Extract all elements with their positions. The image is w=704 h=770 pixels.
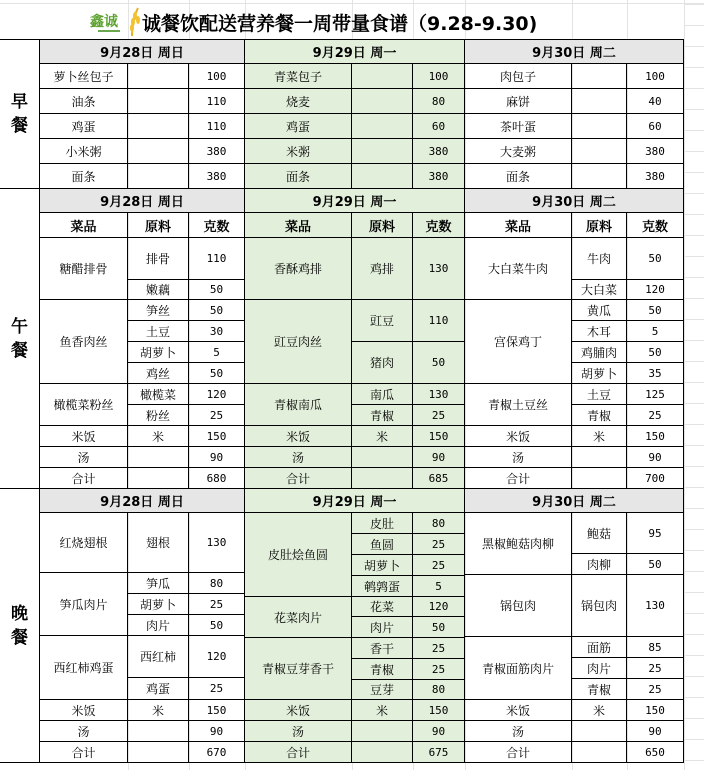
dish-name[interactable]: 笋瓜肉片 xyxy=(40,573,128,636)
gridline xyxy=(684,676,704,677)
total-label[interactable]: 合计 xyxy=(40,742,128,763)
grams[interactable]: 50 xyxy=(189,280,245,300)
dish-name[interactable]: 豇豆肉丝 xyxy=(245,300,352,384)
meal-label-lunch xyxy=(0,189,40,489)
total-label[interactable]: 合计 xyxy=(245,468,352,489)
rice-grams[interactable]: 150 xyxy=(627,700,684,721)
ingredient[interactable]: 牛肉 xyxy=(572,238,627,280)
meal-label-char: 餐 xyxy=(11,116,28,136)
grams[interactable]: 120 xyxy=(413,597,465,617)
ingredient[interactable]: 嫩藕 xyxy=(128,280,189,300)
soup-ingredient[interactable] xyxy=(352,721,413,742)
svg-text:鑫诚: 鑫诚 xyxy=(90,14,118,30)
meal-label-char: 早 xyxy=(11,92,28,112)
breakfast-ingredient[interactable] xyxy=(128,164,189,189)
gridline xyxy=(684,739,704,740)
day-header[interactable]: 9月30日 周二 xyxy=(465,189,684,213)
breakfast-item[interactable]: 米粥 xyxy=(245,139,352,164)
gridline xyxy=(684,613,704,614)
breakfast-grams[interactable]: 80 xyxy=(413,89,465,114)
total-ingredient[interactable] xyxy=(572,742,627,763)
grams[interactable]: 125 xyxy=(627,384,684,405)
ingredient[interactable]: 青椒 xyxy=(572,405,627,426)
gridline xyxy=(684,67,704,68)
ingredient[interactable]: 土豆 xyxy=(572,384,627,405)
grams[interactable]: 25 xyxy=(413,638,465,659)
dish-name[interactable]: 花菜肉片 xyxy=(245,597,352,638)
column-header-dish[interactable]: 菜品 xyxy=(465,213,572,238)
ingredient[interactable]: 鸡蛋 xyxy=(128,678,189,700)
ingredient[interactable]: 锅包肉 xyxy=(572,575,627,637)
soup-ingredient[interactable] xyxy=(572,721,627,742)
gridline xyxy=(684,550,704,551)
soup-grams[interactable]: 90 xyxy=(627,447,684,468)
rice-grams[interactable]: 150 xyxy=(413,700,465,721)
total-label[interactable]: 合计 xyxy=(465,742,572,763)
gridline xyxy=(684,571,704,572)
grams[interactable]: 25 xyxy=(413,405,465,426)
ingredient[interactable]: 面筋 xyxy=(572,637,627,658)
meal-label-char: 晚 xyxy=(11,603,28,624)
dish-name[interactable]: 西红柿鸡蛋 xyxy=(40,636,128,700)
ingredient[interactable]: 鲍菇 xyxy=(572,513,627,554)
rice-label[interactable]: 米饭 xyxy=(40,700,128,721)
grams[interactable]: 50 xyxy=(189,615,245,636)
soup-label[interactable]: 汤 xyxy=(465,721,572,742)
day-header[interactable]: 9月28日 周日 xyxy=(40,189,245,213)
rice-grams[interactable]: 150 xyxy=(189,426,245,447)
soup-ingredient[interactable] xyxy=(572,447,627,468)
day-header[interactable]: 9月28日 周日 xyxy=(40,40,245,64)
total-grams[interactable]: 700 xyxy=(627,468,684,489)
grams[interactable]: 120 xyxy=(189,636,245,678)
breakfast-grams[interactable]: 100 xyxy=(627,64,684,89)
ingredient[interactable]: 青椒 xyxy=(572,679,627,700)
grams[interactable]: 50 xyxy=(627,238,684,280)
gridline xyxy=(684,256,704,257)
ingredient[interactable]: 黄瓜 xyxy=(572,300,627,321)
soup-label[interactable]: 汤 xyxy=(40,721,128,742)
breakfast-ingredient[interactable] xyxy=(572,164,627,189)
grams[interactable]: 130 xyxy=(627,575,684,637)
dish-name[interactable]: 糖醋排骨 xyxy=(40,238,128,300)
grams[interactable]: 50 xyxy=(413,617,465,638)
grams[interactable]: 5 xyxy=(627,321,684,342)
gridline xyxy=(684,655,704,656)
gridline xyxy=(684,214,704,215)
rice-grams[interactable]: 150 xyxy=(413,426,465,447)
gridline xyxy=(684,592,704,593)
breakfast-ingredient[interactable] xyxy=(572,89,627,114)
rice-grams[interactable]: 150 xyxy=(189,700,245,721)
day-header[interactable]: 9月28日 周日 xyxy=(40,489,245,513)
rice-ingredient[interactable]: 米 xyxy=(128,426,189,447)
grams[interactable]: 25 xyxy=(413,534,465,555)
breakfast-ingredient[interactable] xyxy=(352,114,413,139)
gridline xyxy=(684,424,704,425)
grams[interactable]: 25 xyxy=(627,405,684,426)
grams[interactable]: 120 xyxy=(627,280,684,300)
dish-name[interactable]: 皮肚烩鱼圆 xyxy=(245,513,352,597)
day-header[interactable]: 9月29日 周一 xyxy=(245,40,465,64)
ingredient[interactable]: 笋瓜 xyxy=(128,573,189,594)
ingredient[interactable]: 胡萝卜 xyxy=(572,363,627,384)
dish-name[interactable]: 青椒豆芽香干 xyxy=(245,638,352,700)
breakfast-grams[interactable]: 100 xyxy=(189,64,245,89)
meal-label-char: 餐 xyxy=(11,340,28,361)
grams[interactable]: 130 xyxy=(189,513,245,573)
total-grams[interactable]: 680 xyxy=(189,468,245,489)
ingredient[interactable]: 鹌鹑蛋 xyxy=(352,576,413,597)
rice-label[interactable]: 米饭 xyxy=(465,700,572,721)
total-ingredient[interactable] xyxy=(352,468,413,489)
gridline xyxy=(684,529,704,530)
column-header-ingredient[interactable]: 原料 xyxy=(128,213,189,238)
gridline xyxy=(684,235,704,236)
grams[interactable]: 50 xyxy=(627,300,684,321)
gridline xyxy=(684,172,704,173)
grams[interactable]: 50 xyxy=(413,342,465,384)
grams[interactable]: 5 xyxy=(413,576,465,597)
ingredient[interactable]: 肉片 xyxy=(352,617,413,638)
breakfast-item[interactable]: 面条 xyxy=(40,164,128,189)
grams[interactable]: 30 xyxy=(189,321,245,342)
grams[interactable]: 95 xyxy=(627,513,684,554)
dish-name[interactable]: 红烧翅根 xyxy=(40,513,128,573)
grams[interactable]: 25 xyxy=(627,679,684,700)
total-grams[interactable]: 650 xyxy=(627,742,684,763)
day-header[interactable]: 9月29日 周一 xyxy=(245,489,465,513)
breakfast-item[interactable]: 鸡蛋 xyxy=(40,114,128,139)
ingredient[interactable]: 笋丝 xyxy=(128,300,189,321)
breakfast-ingredient[interactable] xyxy=(128,139,189,164)
breakfast-item[interactable]: 面条 xyxy=(465,164,572,189)
breakfast-ingredient[interactable] xyxy=(128,89,189,114)
dish-name[interactable]: 青椒南瓜 xyxy=(245,384,352,426)
dish-name[interactable]: 黑椒鲍菇肉柳 xyxy=(465,513,572,575)
ingredient[interactable]: 鱼圆 xyxy=(352,534,413,555)
logo-icon xyxy=(88,6,144,38)
soup-label[interactable]: 汤 xyxy=(245,721,352,742)
breakfast-grams[interactable]: 380 xyxy=(189,164,245,189)
gridline xyxy=(684,466,704,467)
gridline xyxy=(684,634,704,635)
total-ingredient[interactable] xyxy=(128,742,189,763)
breakfast-item[interactable]: 面条 xyxy=(245,164,352,189)
page-title: 诚餐饮配送营养餐一周带量食谱（9.28-9.30) xyxy=(142,13,538,35)
ingredient[interactable]: 木耳 xyxy=(572,321,627,342)
total-grams[interactable]: 685 xyxy=(413,468,465,489)
breakfast-ingredient[interactable] xyxy=(572,64,627,89)
grams[interactable]: 50 xyxy=(627,554,684,575)
rice-label[interactable]: 米饭 xyxy=(40,426,128,447)
grams[interactable]: 5 xyxy=(189,342,245,363)
meal-label-breakfast xyxy=(0,40,40,189)
breakfast-item[interactable]: 肉包子 xyxy=(465,64,572,89)
soup-label[interactable]: 汤 xyxy=(465,447,572,468)
meal-label-char: 午 xyxy=(11,316,28,337)
grams[interactable]: 85 xyxy=(627,637,684,658)
gridline xyxy=(684,151,704,152)
ingredient[interactable]: 南瓜 xyxy=(352,384,413,405)
breakfast-grams[interactable]: 100 xyxy=(413,64,465,89)
column-header-grams[interactable]: 克数 xyxy=(413,213,465,238)
grams[interactable]: 25 xyxy=(189,678,245,700)
breakfast-ingredient[interactable] xyxy=(128,114,189,139)
breakfast-ingredient[interactable] xyxy=(352,139,413,164)
breakfast-grams[interactable]: 380 xyxy=(413,139,465,164)
breakfast-grams[interactable]: 110 xyxy=(189,89,245,114)
total-grams[interactable]: 670 xyxy=(189,742,245,763)
rice-label[interactable]: 米饭 xyxy=(465,426,572,447)
ingredient[interactable]: 猪肉 xyxy=(352,342,413,384)
total-grams[interactable]: 675 xyxy=(413,742,465,763)
total-ingredient[interactable] xyxy=(128,468,189,489)
ingredient[interactable]: 香干 xyxy=(352,638,413,659)
breakfast-item[interactable]: 萝卜丝包子 xyxy=(40,64,128,89)
grams[interactable]: 80 xyxy=(413,513,465,534)
gridline xyxy=(684,130,704,131)
grams[interactable]: 50 xyxy=(627,342,684,363)
gridline xyxy=(684,193,704,194)
grams[interactable]: 130 xyxy=(413,238,465,300)
gridline xyxy=(684,109,704,110)
breakfast-grams[interactable]: 380 xyxy=(627,139,684,164)
soup-grams[interactable]: 90 xyxy=(413,721,465,742)
dish-name[interactable]: 橄榄菜粉丝 xyxy=(40,384,128,426)
breakfast-grams[interactable]: 380 xyxy=(413,164,465,189)
dish-name[interactable]: 宫保鸡丁 xyxy=(465,300,572,384)
column-header-grams[interactable]: 克数 xyxy=(627,213,684,238)
gridline xyxy=(684,46,704,47)
gridline xyxy=(684,277,704,278)
rice-ingredient[interactable]: 米 xyxy=(352,700,413,721)
grams[interactable]: 110 xyxy=(189,238,245,280)
soup-label[interactable]: 汤 xyxy=(245,447,352,468)
ingredient[interactable]: 排骨 xyxy=(128,238,189,280)
ingredient[interactable]: 翅根 xyxy=(128,513,189,573)
gridline xyxy=(684,403,704,404)
grams[interactable]: 130 xyxy=(413,384,465,405)
rice-ingredient[interactable]: 米 xyxy=(572,700,627,721)
soup-grams[interactable]: 90 xyxy=(189,447,245,468)
dish-name[interactable]: 青椒面筋肉片 xyxy=(465,637,572,700)
soup-ingredient[interactable] xyxy=(128,721,189,742)
soup-ingredient[interactable] xyxy=(352,447,413,468)
column-header-ingredient[interactable]: 原料 xyxy=(352,213,413,238)
column-header-dish[interactable]: 菜品 xyxy=(40,213,128,238)
breakfast-item[interactable]: 麻饼 xyxy=(465,89,572,114)
ingredient[interactable]: 花菜 xyxy=(352,597,413,617)
rice-label[interactable]: 米饭 xyxy=(245,700,352,721)
rice-ingredient[interactable]: 米 xyxy=(352,426,413,447)
grams[interactable]: 25 xyxy=(413,659,465,680)
breakfast-grams[interactable]: 40 xyxy=(627,89,684,114)
grams[interactable]: 25 xyxy=(627,658,684,679)
breakfast-ingredient[interactable] xyxy=(352,89,413,114)
ingredient[interactable]: 肉片 xyxy=(128,615,189,636)
column-header-grams[interactable]: 克数 xyxy=(189,213,245,238)
soup-label[interactable]: 汤 xyxy=(40,447,128,468)
breakfast-grams[interactable]: 60 xyxy=(413,114,465,139)
title-row[interactable] xyxy=(0,4,704,40)
total-label[interactable]: 合计 xyxy=(465,468,572,489)
day-header[interactable]: 9月30日 周二 xyxy=(465,40,684,64)
ingredient[interactable]: 肉柳 xyxy=(572,554,627,575)
gridline xyxy=(684,718,704,719)
breakfast-ingredient[interactable] xyxy=(128,64,189,89)
ingredient[interactable]: 青椒 xyxy=(352,659,413,680)
breakfast-item[interactable]: 青菜包子 xyxy=(245,64,352,89)
breakfast-item[interactable]: 茶叶蛋 xyxy=(465,114,572,139)
ingredient[interactable]: 胡萝卜 xyxy=(352,555,413,576)
gridline xyxy=(684,445,704,446)
gridline xyxy=(684,298,704,299)
soup-grams[interactable]: 90 xyxy=(413,447,465,468)
meal-label-dinner xyxy=(0,489,40,763)
grams[interactable]: 25 xyxy=(189,405,245,426)
ingredient[interactable]: 粉丝 xyxy=(128,405,189,426)
dish-name[interactable]: 大白菜牛肉 xyxy=(465,238,572,300)
ingredient[interactable]: 土豆 xyxy=(128,321,189,342)
grams[interactable]: 110 xyxy=(413,300,465,342)
grams[interactable]: 120 xyxy=(189,384,245,405)
grams[interactable]: 80 xyxy=(189,573,245,594)
day-header[interactable]: 9月29日 周一 xyxy=(245,189,465,213)
breakfast-grams[interactable]: 380 xyxy=(189,139,245,164)
gridline xyxy=(684,361,704,362)
breakfast-ingredient[interactable] xyxy=(352,164,413,189)
rice-label[interactable]: 米饭 xyxy=(245,426,352,447)
gridline xyxy=(684,382,704,383)
soup-ingredient[interactable] xyxy=(128,447,189,468)
total-ingredient[interactable] xyxy=(352,742,413,763)
rice-ingredient[interactable]: 米 xyxy=(572,426,627,447)
dish-name[interactable]: 香酥鸡排 xyxy=(245,238,352,300)
total-label[interactable]: 合计 xyxy=(245,742,352,763)
grams[interactable]: 25 xyxy=(189,594,245,615)
rice-grams[interactable]: 150 xyxy=(627,426,684,447)
ingredient[interactable]: 西红柿 xyxy=(128,636,189,678)
grams[interactable]: 50 xyxy=(189,363,245,384)
column-header-ingredient[interactable]: 原料 xyxy=(572,213,627,238)
breakfast-item[interactable]: 小米粥 xyxy=(40,139,128,164)
soup-grams[interactable]: 90 xyxy=(627,721,684,742)
grams[interactable]: 35 xyxy=(627,363,684,384)
day-header[interactable]: 9月30日 周二 xyxy=(465,489,684,513)
gridline xyxy=(684,487,704,488)
grams[interactable]: 25 xyxy=(413,555,465,576)
ingredient[interactable]: 橄榄菜 xyxy=(128,384,189,405)
breakfast-item[interactable]: 大麦粥 xyxy=(465,139,572,164)
ingredient[interactable]: 皮肚 xyxy=(352,513,413,534)
ingredient[interactable]: 青椒 xyxy=(352,405,413,426)
breakfast-item[interactable]: 烧麦 xyxy=(245,89,352,114)
breakfast-ingredient[interactable] xyxy=(352,64,413,89)
ingredient[interactable]: 胡萝卜 xyxy=(128,594,189,615)
dish-name[interactable]: 锅包肉 xyxy=(465,575,572,637)
gridline xyxy=(684,508,704,509)
column-header-dish[interactable]: 菜品 xyxy=(245,213,352,238)
ingredient[interactable]: 豆芽 xyxy=(352,680,413,700)
dish-name[interactable]: 青椒土豆丝 xyxy=(465,384,572,426)
breakfast-grams[interactable]: 380 xyxy=(627,164,684,189)
breakfast-grams[interactable]: 110 xyxy=(189,114,245,139)
dish-name[interactable]: 鱼香肉丝 xyxy=(40,300,128,384)
grams[interactable]: 80 xyxy=(413,680,465,700)
gridline xyxy=(684,697,704,698)
meal-label-char: 餐 xyxy=(11,627,28,648)
ingredient[interactable]: 肉片 xyxy=(572,658,627,679)
gridline xyxy=(684,760,704,761)
total-ingredient[interactable] xyxy=(572,468,627,489)
ingredient[interactable]: 鸡丝 xyxy=(128,363,189,384)
breakfast-item[interactable]: 油条 xyxy=(40,89,128,114)
gridline xyxy=(684,88,704,89)
breakfast-grams[interactable]: 60 xyxy=(627,114,684,139)
breakfast-ingredient[interactable] xyxy=(572,114,627,139)
ingredient[interactable]: 大白菜 xyxy=(572,280,627,300)
ingredient[interactable]: 鸡排 xyxy=(352,238,413,300)
ingredient[interactable]: 鸡脯肉 xyxy=(572,342,627,363)
soup-grams[interactable]: 90 xyxy=(189,721,245,742)
total-label[interactable]: 合计 xyxy=(40,468,128,489)
grams[interactable]: 50 xyxy=(189,300,245,321)
ingredient[interactable]: 胡萝卜 xyxy=(128,342,189,363)
rice-ingredient[interactable]: 米 xyxy=(128,700,189,721)
ingredient[interactable]: 豇豆 xyxy=(352,300,413,342)
gridline xyxy=(684,319,704,320)
gridline xyxy=(684,340,704,341)
breakfast-ingredient[interactable] xyxy=(572,139,627,164)
breakfast-item[interactable]: 鸡蛋 xyxy=(245,114,352,139)
